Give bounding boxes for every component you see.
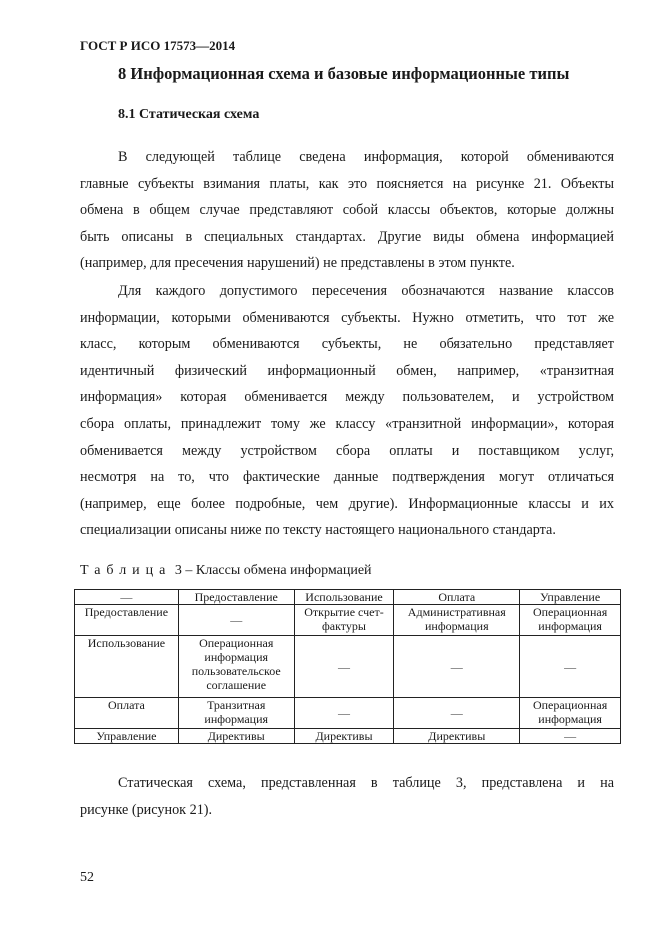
table-header-cell: Оплата	[394, 590, 520, 605]
table-header-cell: Управление	[520, 590, 621, 605]
paragraph-2	[80, 278, 614, 544]
section-title: 8 Информационная схема и базовые информационные типы	[118, 64, 570, 83]
text-line: Статическая схема, представленная в таблице 3, представлена и на	[118, 775, 614, 791]
table-header-row	[75, 590, 621, 605]
table-cell: Директивы	[394, 729, 520, 744]
table-caption	[80, 563, 372, 579]
table-caption-word: Таблица	[80, 563, 172, 578]
text-line: (например, еще более подробные, чем другие). Информационные классы и их	[80, 495, 614, 512]
text-line: обменивается между устройством сбора оплаты и поставщиком услуг,	[80, 442, 614, 459]
paragraph-3	[80, 770, 614, 823]
table-cell: —	[520, 636, 621, 698]
text-line: быть описаны в специальных стандартах. Другие виды обмена информацией	[80, 228, 614, 245]
table-cell: Открытие счет-фактуры	[294, 605, 394, 636]
table-cell: —	[520, 729, 621, 744]
table-cell: Операционная информация	[520, 698, 621, 729]
text-line: информация» которая обменивается между пользователем, и устройством	[80, 389, 614, 406]
table-caption-text: 3 – Классы обмена информацией	[174, 563, 372, 578]
text-line: Для каждого допустимого пересечения обозначаются название классов	[118, 283, 614, 299]
subsection-title: 8.1 Статическая схема	[118, 107, 260, 122]
table-row	[75, 698, 621, 729]
table-cell: —	[294, 698, 394, 729]
text-line: несмотря на то, что фактические данные подтверждения могут отличаться	[80, 469, 614, 486]
document-header: ГОСТ Р ИСО 17573—2014	[80, 38, 236, 53]
text-line: класс, которым обмениваются субъекты, не обязательно представляет	[80, 336, 614, 353]
paragraph-1	[80, 144, 614, 277]
table-cell: Директивы	[294, 729, 394, 744]
table-row-label: Предоставление	[75, 605, 179, 636]
table-row-label: Управление	[75, 729, 179, 744]
text-line: информации, которыми обмениваются субъекты. Нужно отметить, что тот же	[80, 309, 614, 326]
text-line: сбора оплаты, принадлежит тому же классу «транзитной информации», которая	[80, 415, 614, 432]
text-line: обмена в общем случае представляют собой классы объектов, которые должны	[80, 202, 614, 219]
table-cell: Транзитная информация	[178, 698, 294, 729]
page-number: 52	[80, 870, 94, 885]
text-line: идентичный физический информационный обмен, например, «транзитная	[80, 362, 614, 379]
table-header-cell: Предоставление	[178, 590, 294, 605]
table-row	[75, 605, 621, 636]
text-line: В следующей таблице сведена информация, которой обмениваются	[118, 149, 614, 165]
text-line: специализации описаны ниже по тексту настоящего национального стандарта.	[80, 522, 556, 539]
table-header-cell: —	[75, 590, 179, 605]
table-cell: —	[294, 636, 394, 698]
text-line: главные субъекты взимания платы, как это поясняется на рисунке 21. Объекты	[80, 175, 614, 192]
table-row	[75, 729, 621, 744]
table-cell: —	[394, 698, 520, 729]
table-cell: —	[394, 636, 520, 698]
table-cell: Директивы	[178, 729, 294, 744]
table-cell: Административная информация	[394, 605, 520, 636]
table-cell: Операционная информация	[520, 605, 621, 636]
table-cell: —	[178, 605, 294, 636]
information-classes-table	[74, 589, 621, 744]
table-cell: Операционная информация пользовательское соглашение	[178, 636, 294, 698]
table-header-cell: Использование	[294, 590, 394, 605]
text-line: рисунке (рисунок 21).	[80, 801, 213, 818]
table-row	[75, 636, 621, 698]
text-line: (например, для пресечения нарушений) не представлены в этом пункте.	[80, 255, 515, 272]
table-row-label: Использование	[75, 636, 179, 698]
table-row-label: Оплата	[75, 698, 179, 729]
